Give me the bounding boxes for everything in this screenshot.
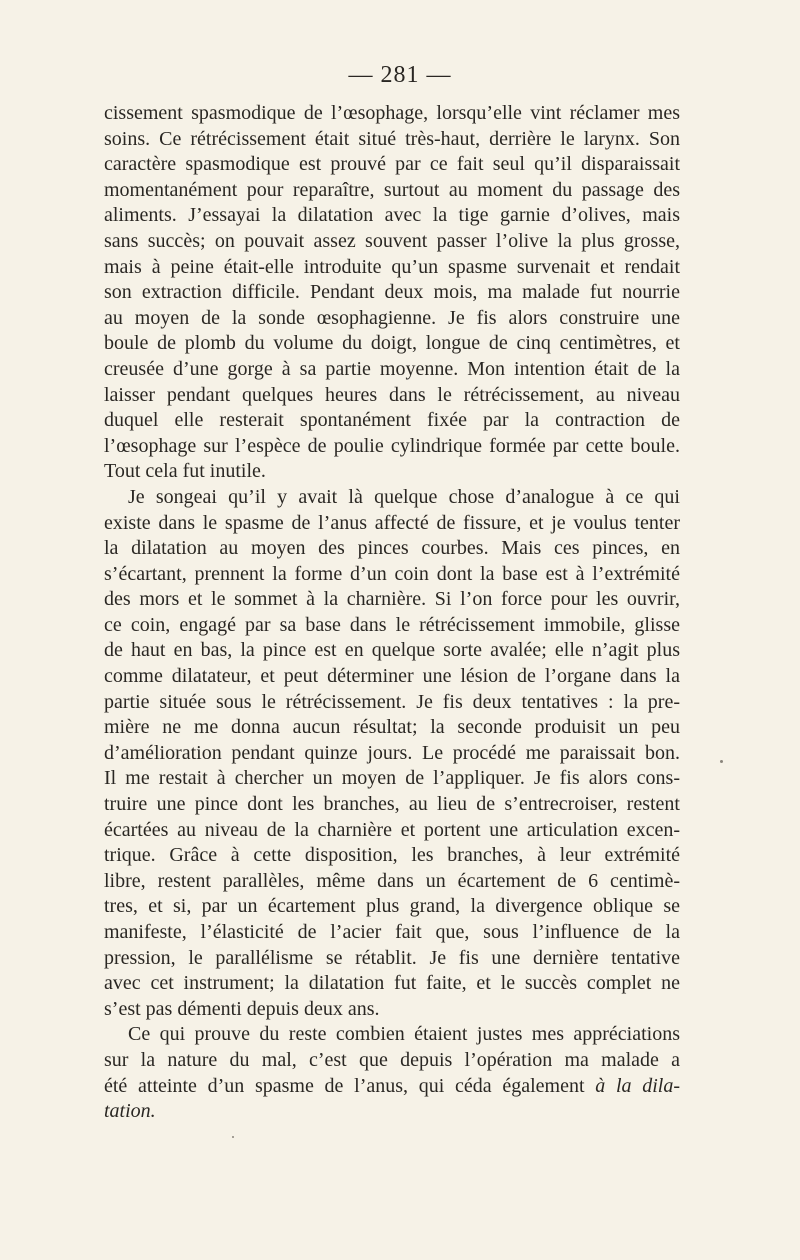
text-line: existe dans le spasme de l’anus affecté de fissure, et je voulus tenter: [104, 511, 680, 534]
paper-speck: [232, 1136, 234, 1138]
paper-speck: [720, 760, 723, 763]
text-line: s’écartant, prennent la forme d’un coin dont la base est à l’extrémité: [104, 562, 680, 585]
text-line: cissement spasmodique de l’œsophage, lorsqu’elle vint réclamer mes: [104, 102, 680, 124]
text-line: boule de plomb du volume du doigt, longue de cinq centimètres, et: [104, 332, 680, 355]
text-line: mais à peine était-elle introduite qu’un spasme survenait et rendait: [104, 255, 680, 278]
text-line: partie située sous le rétrécissement. Je fis deux tentatives : la pre-: [104, 690, 680, 713]
text-line: la dilatation au moyen des pinces courbes. Mais ces pinces, en: [104, 537, 680, 560]
text-line: de haut en bas, la pince est en quelque sorte avalée; elle n’agit plus: [104, 639, 680, 662]
italic-text: tation.: [104, 1100, 156, 1123]
text-line: ce coin, engagé par sa base dans le rétrécissement immobile, glisse: [104, 613, 680, 636]
text-line: tres, et si, par un écartement plus grand, la divergence oblique se: [104, 895, 680, 918]
text-line: Tout cela fut inutile.: [104, 460, 266, 483]
text-line: laisser pendant quelques heures dans le rétrécissement, au niveau: [104, 383, 680, 406]
text-line: aliments. J’essayai la dilatation avec la tige garnie d’olives, mais: [104, 204, 680, 227]
text-line: d’amélioration pendant quinze jours. Le procédé me paraissait bon.: [104, 741, 680, 764]
italic-text: à la dila-: [595, 1074, 680, 1097]
text-line: écartées au niveau de la charnière et portent une articulation excen-: [104, 818, 680, 841]
text-line: [104, 1074, 680, 1100]
text-line: sans succès; on pouvait assez souvent passer l’olive la plus grosse,: [104, 229, 680, 252]
text-line: avec cet instrument; la dilatation fut faite, et le succès complet ne: [104, 972, 680, 995]
text-line: [104, 1099, 680, 1125]
text-line: duquel elle resterait spontanément fixée par la contraction de: [104, 409, 680, 432]
text-line: Je songeai qu’il y avait là quelque chose d’analogue à ce qui: [128, 485, 680, 508]
text-line: son extraction difficile. Pendant deux mois, ma malade fut nourrie: [104, 281, 680, 304]
text-line: creusée d’une gorge à sa partie moyenne. Mon intention était de la: [104, 357, 680, 380]
text-line: comme dilatateur, et peut déterminer une lésion de l’organe dans la: [104, 665, 680, 688]
text-line: truire une pince dont les branches, au lieu de s’entrecroiser, restent: [104, 793, 680, 816]
text-line: au moyen de la sonde œsophagienne. Je fis alors construire une: [104, 306, 680, 329]
text-line: Ce qui prouve du reste combien étaient justes mes appréciations: [128, 1023, 680, 1046]
text-line: Il me restait à chercher un moyen de l’appliquer. Je fis alors cons-: [104, 767, 680, 790]
page-number: — 281 —: [348, 62, 452, 88]
text-line: s’est pas démenti depuis deux ans.: [104, 997, 380, 1020]
text-line: soins. Ce rétrécissement était situé très-haut, derrière le larynx. Son: [104, 127, 680, 150]
text-line: trique. Grâce à cette disposition, les branches, à leur extrémité: [104, 844, 680, 867]
text-line: manifeste, l’élasticité de l’acier fait que, sous l’influence de la: [104, 921, 680, 943]
text-line: sur la nature du mal, c’est que depuis l’opération ma malade a: [104, 1048, 680, 1071]
text-segment: été atteinte d’un spasme de l’anus, qui céda également: [104, 1074, 585, 1097]
text-line: mière ne me donna aucun résultat; la seconde produisit un peu: [104, 716, 680, 739]
text-line: l’œsophage sur l’espèce de poulie cylindrique formée par cette boule.: [104, 434, 680, 457]
text-line: libre, restent parallèles, même dans un écartement de 6 centimè-: [104, 869, 680, 892]
text-line: caractère spasmodique est prouvé par ce fait seul qu’il disparaissait: [104, 153, 680, 176]
body-text: [104, 101, 680, 1125]
text-line: pression, le parallélisme se rétablit. Je fis une dernière tentative: [104, 946, 680, 969]
text-line: momentanément pour reparaître, surtout au moment du passage des: [104, 178, 680, 201]
text-line: des mors et le sommet à la charnière. Si l’on force pour les ouvrir,: [104, 588, 680, 611]
